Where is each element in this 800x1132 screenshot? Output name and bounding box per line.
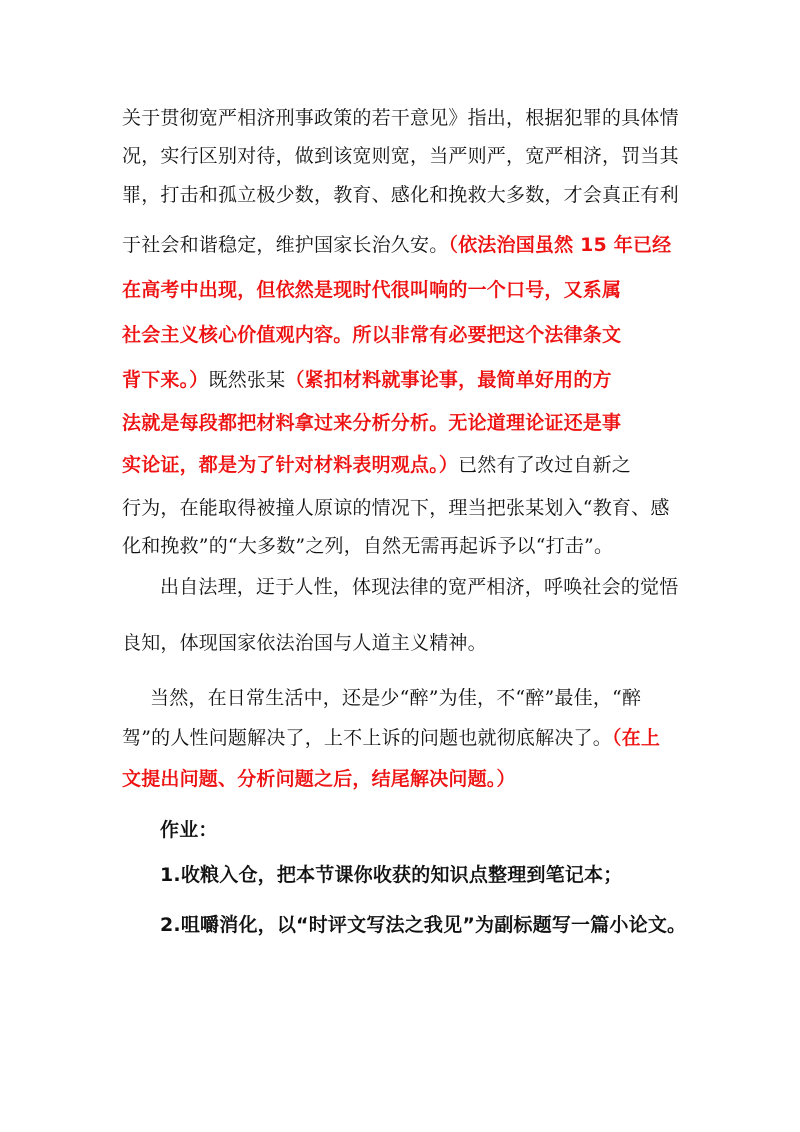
text-line: 当然，在日常生活中，还是少“醉”为佳，不“醉”最佳，“醉 bbox=[150, 687, 642, 709]
annotation-span: （在上 bbox=[611, 727, 661, 749]
text-line: 况，实行区别对待，做到该宽则宽，当严则严，宽严相济，罚当其 bbox=[122, 145, 679, 167]
text-line: 良知，体现国家依法治国与人道主义精神。 bbox=[122, 632, 487, 654]
homework-title: 作业： bbox=[160, 819, 218, 841]
text-line bbox=[122, 450, 631, 480]
text-span: 既然张某 bbox=[208, 369, 286, 391]
text-line bbox=[122, 365, 612, 395]
text-line: 出自法理，迂于人性，体现法律的宽严相济，呼唤社会的觉悟 bbox=[160, 576, 679, 598]
homework-item: 1.收粮入仓，把本节课你收获的知识点整理到笔记本； bbox=[160, 864, 623, 886]
text-span: 驾”的人性问题解决了，上不上诉的问题也就彻底解决了。 bbox=[122, 727, 612, 749]
text-line bbox=[122, 723, 660, 753]
text-line: 罪，打击和孤立极少数，教育、感化和挽救大多数，才会真正有利 bbox=[122, 184, 679, 206]
annotation-span: 实论证，都是为了针对材料表明观点。） bbox=[122, 454, 459, 476]
text-line: 关于贯彻宽严相济刑事政策的若干意见》指出，根据犯罪的具体情 bbox=[122, 107, 679, 129]
text-span: 已然有了改过自新之 bbox=[458, 454, 631, 476]
text-line: 行为，在能取得被撞人原谅的情况下，理当把张某划入“教育、感 bbox=[122, 497, 670, 519]
homework-item: 2.咀嚼消化，以“时评文写法之我见”为副标题写一篇小论文。 bbox=[160, 914, 687, 936]
annotation-line: 社会主义核心价值观内容。所以非常有必要把这个法律条文 bbox=[122, 324, 622, 346]
annotation-span: 背下来。） bbox=[122, 369, 209, 391]
annotation-span: （紧扣材料就事论事，最简单好用的方 bbox=[285, 369, 612, 391]
annotation-line: 在高考中出现，但依然是现时代很叫响的一个口号，又系属 bbox=[122, 279, 622, 301]
annotation-line: 文提出问题、分析问题之后，结尾解决问题。） bbox=[122, 768, 516, 790]
text-line: 化和挽救”的“大多数”之列，自然无需再起诉予以“打击”。 bbox=[122, 535, 614, 557]
annotation-span: （依法治国虽然 15 年已经 bbox=[448, 234, 672, 256]
annotation-line: 法就是每段都把材料拿过来分析分析。无论道理论证还是事 bbox=[122, 412, 622, 434]
text-line bbox=[122, 230, 671, 260]
text-span: 于社会和谐稳定，维护国家长治久安。 bbox=[122, 234, 449, 256]
